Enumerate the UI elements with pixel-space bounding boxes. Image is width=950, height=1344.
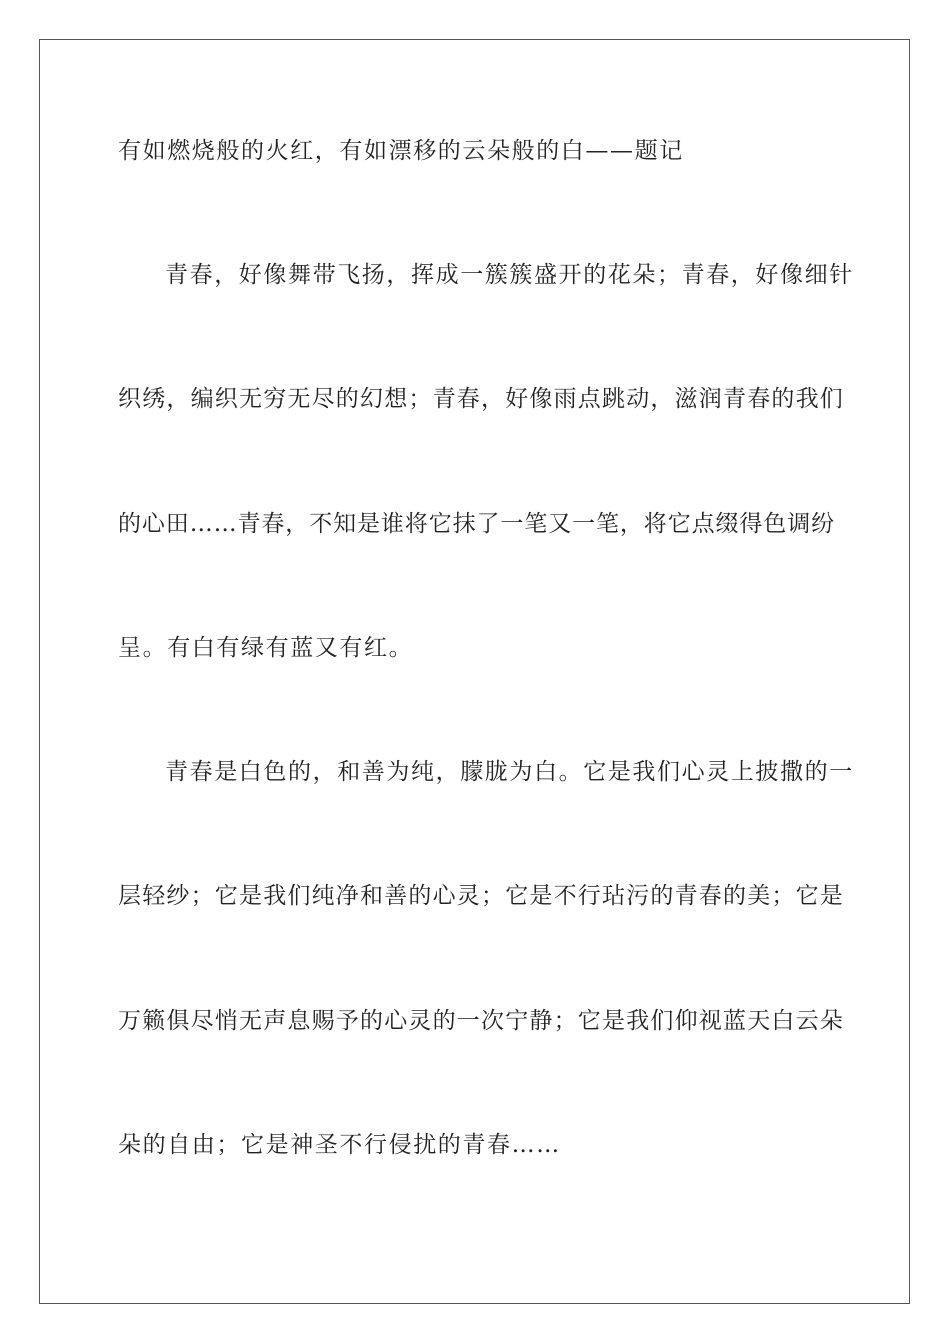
paragraph-1-line-3: 的心田……青春，不知是谁将它抹了一笔又一笔，将它点缀得色调纷 (118, 511, 835, 537)
paragraph-2-line-3: 万籁俱尽悄无声息赐予的心灵的一次宁静；它是我们仰视蓝天白云朵 (118, 1008, 844, 1034)
paragraph-2-line-4: 朵的自由；它是神圣不行侵扰的青春…… (118, 1132, 561, 1158)
paragraph-2-line-1: 青春是白色的，和善为纯，朦胧为白。它是我们心灵上披撒的一 (165, 759, 854, 785)
paragraph-2-line-2: 层轻纱；它是我们纯净和善的心灵；它是不行玷污的青春的美；它是 (118, 883, 844, 909)
paragraph-1-line-2: 织绣，编织无穷无尽的幻想；青春，好像雨点跳动，滋润青春的我们 (118, 386, 844, 412)
paragraph-1-line-1: 青春，好像舞带飞扬，挥成一簇簇盛开的花朵；青春，好像细针 (165, 262, 854, 288)
epigraph-line: 有如燃烧般的火红，有如漂移的云朵般的白——题记 (118, 138, 684, 164)
page-border (39, 39, 910, 1304)
paragraph-1-line-4: 呈。有白有绿有蓝又有红。 (118, 635, 414, 661)
